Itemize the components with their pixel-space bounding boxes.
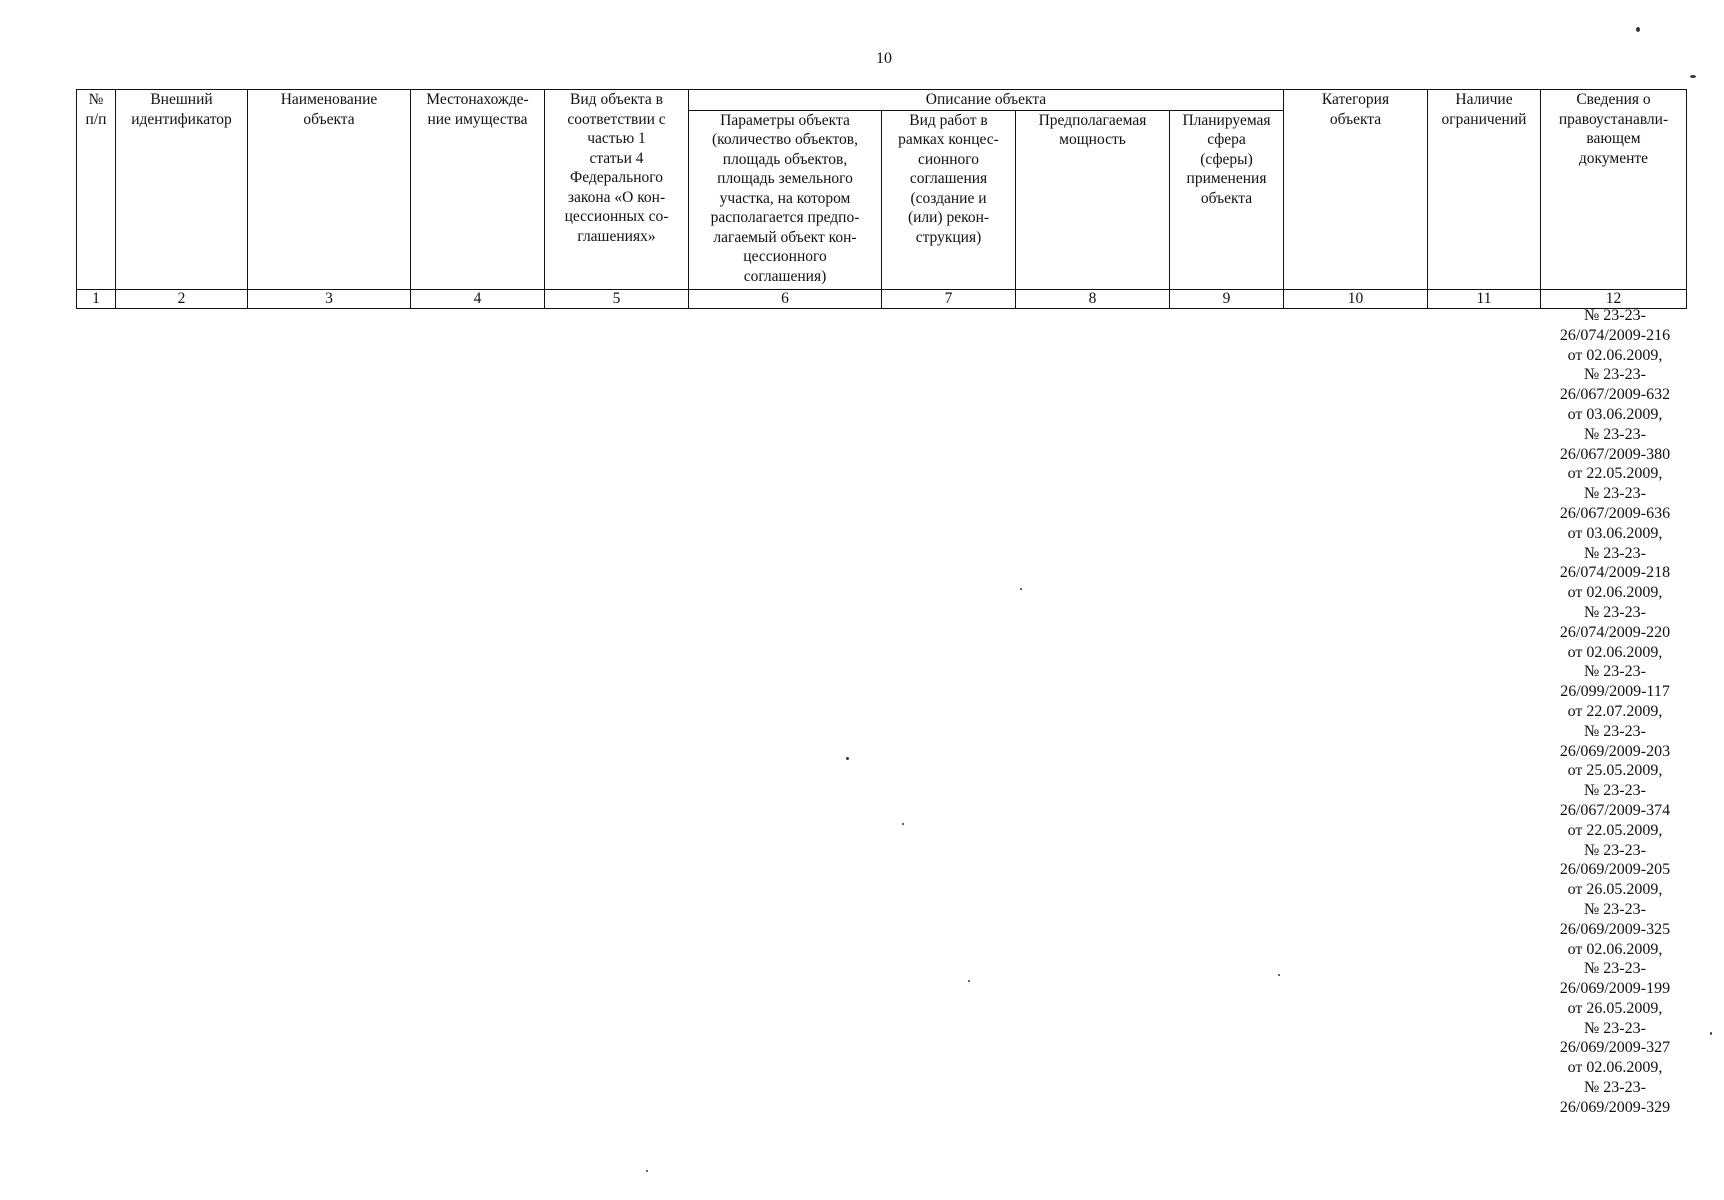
- document-line: от 26.05.2009,: [1567, 881, 1663, 899]
- document-line: № 23-23-: [1584, 603, 1646, 621]
- column-number: 8: [1016, 289, 1170, 308]
- header-capacity: Предполагаемая мощность: [1016, 110, 1170, 289]
- header-title-document: Сведения о правоустанавли- вающем документе: [1541, 90, 1687, 290]
- document-line: от 03.06.2009,: [1567, 524, 1663, 542]
- scan-speck: [902, 823, 904, 825]
- column-number: 3: [248, 289, 411, 308]
- document-line: от 02.06.2009,: [1567, 584, 1663, 602]
- document-line: 26/069/2009-329: [1559, 1098, 1671, 1116]
- header-object-category: Категория объекта: [1284, 90, 1428, 290]
- scan-speck: [1278, 974, 1280, 976]
- document-line: от 02.06.2009,: [1567, 940, 1663, 958]
- column-number: 9: [1170, 289, 1284, 308]
- header-row-number: № п/п: [77, 90, 116, 290]
- document-line: № 23-23-: [1584, 841, 1646, 859]
- scan-speck: [846, 757, 849, 760]
- document-line: 26/069/2009-205: [1559, 861, 1671, 879]
- column-number: 10: [1284, 289, 1428, 308]
- header-object-parameters: Параметры объекта (количество объектов, площадь объектов, площадь земельного участка, на котором располагается предпо- лагаемый объект кон- цессионного соглашения): [689, 110, 882, 289]
- document-line: № 23-23-: [1584, 960, 1646, 978]
- header-work-type: Вид работ в рамках концес- сионного соглашения (создание и (или) рекон- струкция): [882, 110, 1016, 289]
- document-line: 26/067/2009-632: [1559, 386, 1671, 404]
- document-line: № 23-23-: [1584, 900, 1646, 918]
- header-external-id: Внешний идентификатор: [116, 90, 248, 290]
- column-number: 2: [116, 289, 248, 308]
- scan-speck: [646, 1170, 648, 1172]
- column-number: 1: [77, 289, 116, 308]
- document-line: от 22.07.2009,: [1567, 702, 1663, 720]
- column-number-row: [77, 289, 1687, 308]
- document-line: 26/074/2009-216: [1559, 326, 1671, 344]
- column-number: 12: [1541, 289, 1687, 308]
- document-line: от 02.06.2009,: [1567, 643, 1663, 661]
- document-line: от 02.06.2009,: [1567, 346, 1663, 364]
- document-line: № 23-23-: [1584, 782, 1646, 800]
- document-line: № 23-23-: [1584, 307, 1646, 324]
- title-document-list: [1540, 306, 1690, 1118]
- header-object-type: Вид объекта в соответствии с частью 1 статьи 4 Федерального закона «О кон- цессионных со- глашениях»: [545, 90, 689, 290]
- document-line: № 23-23-: [1584, 1079, 1646, 1097]
- document-line: от 03.06.2009,: [1567, 405, 1663, 423]
- scan-speck: [1690, 75, 1696, 78]
- document-line: № 23-23-: [1584, 1019, 1646, 1037]
- header-application-sphere: Планируемая сфера (сферы) применения объекта: [1170, 110, 1284, 289]
- document-line: 26/069/2009-327: [1559, 1039, 1671, 1057]
- document-line: от 22.05.2009,: [1567, 465, 1663, 483]
- column-number: 6: [689, 289, 882, 308]
- document-line: от 26.05.2009,: [1567, 999, 1663, 1017]
- document-line: 26/069/2009-325: [1559, 920, 1671, 938]
- scan-speck: [1710, 1032, 1712, 1035]
- document-line: 26/074/2009-220: [1559, 623, 1671, 641]
- column-number: 5: [545, 289, 689, 308]
- document-line: от 02.06.2009,: [1567, 1059, 1663, 1077]
- document-line: № 23-23-: [1584, 425, 1646, 443]
- column-number: 4: [411, 289, 545, 308]
- document-line: № 23-23-: [1584, 544, 1646, 562]
- document-line: 26/067/2009-374: [1559, 801, 1671, 819]
- header-property-location: Местонахожде- ние имущества: [411, 90, 545, 290]
- document-line: № 23-23-: [1584, 485, 1646, 503]
- document-line: от 25.05.2009,: [1567, 762, 1663, 780]
- document-line: № 23-23-: [1584, 722, 1646, 740]
- document-line: № 23-23-: [1584, 663, 1646, 681]
- scan-speck: [1636, 27, 1640, 32]
- header-object-description-group: Описание объекта: [689, 90, 1284, 111]
- header-restrictions: Наличие ограничений: [1428, 90, 1541, 290]
- document-line: № 23-23-: [1584, 366, 1646, 384]
- document-line: 26/067/2009-636: [1559, 504, 1671, 522]
- header-object-name: Наименование объекта: [248, 90, 411, 290]
- scan-speck: [968, 980, 970, 982]
- document-line: 26/099/2009-117: [1560, 683, 1670, 701]
- page-number: 10: [876, 50, 892, 67]
- scan-speck: [1020, 588, 1022, 590]
- document-line: от 22.05.2009,: [1567, 821, 1663, 839]
- document-line: 26/074/2009-218: [1559, 564, 1671, 582]
- document-line: 26/069/2009-203: [1559, 742, 1671, 760]
- column-number: 11: [1428, 289, 1541, 308]
- concession-objects-table: [76, 89, 1687, 309]
- document-line: 26/069/2009-199: [1559, 980, 1671, 998]
- column-number: 7: [882, 289, 1016, 308]
- document-line: 26/067/2009-380: [1559, 445, 1671, 463]
